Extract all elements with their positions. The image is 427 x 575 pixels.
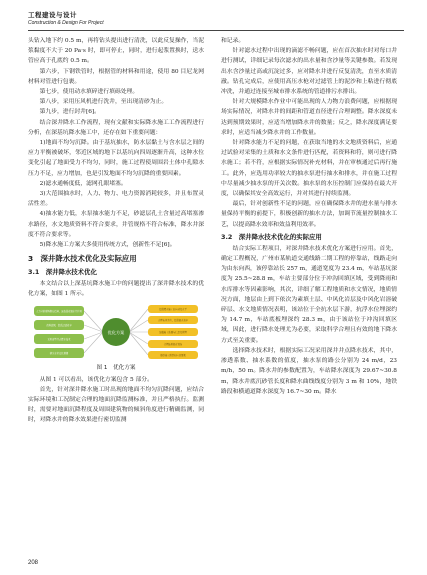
right-box-text: 合理选用抽水设备: [163, 342, 183, 346]
right-box-text: 提高降水施工的自动化水平: [159, 307, 187, 311]
paragraph: 选择降水技术时，根据实际工况采用深井井点降水技术，其中，渗透系数、抽水系数的值度，抽水泵的路公分别为 24 m/d，23 m/h，50 m。降水井的参数配置为，车站降水深度为 29.67~30.8 m，降水井底沉砂管长度和降水曲线线度分别为 3 m 和 10%，地铁路段和横通道降水深度为 16.7~30 m。降水: [221, 347, 397, 395]
paragraph: 结合实际工程项目，对深井降水技术优化方案进行应用。首先，确定工程概况，广州市某轨道交通线路二期工程的停靠站，线路走向为由东向西，该停靠站长 257 m，通道宽度为 23.4 m，车站基坑深度为 25.5~28.8 m，车站主要部分位于冲沟回填区域，受到降雨和水库排水等因素影响，其次，详细了解工程地质和水文情况，地质情况方面，地层由上到下依次为素填土层、中风化岩层及中风化岩溶破碎层、水文地质情况表明，该站位于全抗水层下游，抗浮水位埋深约为 14.7 m，车站底板埋深约 28.3 m，由于该站位于冲沟回填区域，因此，进行降水处理尤为必要，采取科学合理且有效的地下降水方式至关重要。: [221, 245, 397, 344]
subsection-heading: 3.2 深井降水技术优化的实际应用: [221, 232, 322, 241]
optimization-diagram: [28, 303, 204, 361]
paragraph: 和记录。: [221, 38, 245, 44]
paragraph: 1)地面不均匀沉降。由于基坑抽水，防水层黏土与含水层之间的应力平衡被破坏，邻近区域的地下以基坑向四周逐渐升高，这种水位变化引起了地面受力不均匀，同时，施工过程使周围岩土体中孔隙水压力不足，应力增加，也是引发地面不均匀沉降的重要因素。: [28, 140, 204, 177]
left-column: [28, 36, 204, 426]
paragraph: 3)大范围抽水时，人力、物力、电力资源消耗较多，并且布置灵活性差。: [28, 191, 204, 208]
paragraph: 第八步，采用压风机进行洗井，至出现清砂为止。: [39, 99, 168, 106]
left-box-text: 研究水位变化规律: [49, 351, 69, 355]
section-heading: 3 深井降水技术优化及实际应用: [28, 254, 137, 264]
paragraph: 本文结合以上深基坑降水施工中的问题提出了深井降水技术的优化方案，如图 1 所示。: [28, 281, 204, 298]
left-box-text: 改善滤网，提高过滤效率: [46, 323, 72, 327]
paragraph: 从图 1 可以看出，该优化方案包含 5 部分。: [39, 376, 153, 383]
paragraph: 2)滤水通畅度低，滤网孔眼堵塞。: [39, 180, 127, 187]
paragraph: 第七步，使用动水填碎进行填砾处理。: [39, 89, 139, 96]
page-number: 208: [28, 560, 39, 566]
journal-subtitle: Construction & Design For Project: [28, 20, 104, 26]
right-column: [221, 36, 397, 397]
paragraph: 第九步，进行封井[6]。: [39, 109, 100, 116]
paragraph: 首先，针对深井降水施工时出现的地面不均匀沉降问题，应结合实际环境和工况制定合理的地面沉降监测标准，并且严格执行。监测时，需要对地面沉降程度及周围建筑物的倾斜角度进行精确监测，同时，对降水井的降水效果进行密切监测: [28, 386, 204, 424]
subsection-heading: 3.1 深井降水技术优化: [28, 268, 97, 277]
paragraph: 头钻入地下约 0.5 m，再将钻头提出进行清洗，以此反复操作，当泥浆黏度不大于 20 Pa·s 时，即可停止，同时，进行起浆置换时，送水管应高于孔底约 0.5 m。: [28, 38, 204, 65]
paragraph: 4)抽水能力低，水泵抽水能力不足，砂滤层孔土含量过高堵塞渗水路径，水文地质资料不符合要求，井管规格不符合标准，降水井深度不符合要求等。: [28, 211, 204, 238]
paragraph: 结合深井降水工作流程，现有文献和实际降水施工工作流程进行分析，在深基坑降水施工中，还存在如下重要问题：: [28, 119, 204, 136]
center-node-label: 优化方案: [107, 329, 125, 335]
paragraph: 最后，针对创新性不足的问题，应在确保降水井的进水量与排水量保持平衡的前提下，积极创新的抽水方法，加调节流量控制抽水工艺，以提高降水效率和效益利用效率。: [221, 201, 397, 228]
paragraph: 针对降水能力不足的问题，在获取当地的水文地质资料后，应通过试验对采集的土质和水文条件进行匹配，若资料和符，则可进行降水施工；若不符，应根据实际情况补充材料，并在审核通过后再行施工。此外，应选用功率较大的抽水泵进行抽水和排水，并在施工过程中尽量减少抽水泵的开关次数。抽水泵的水压控制门应保持在最大开度，以确保其安全高效运行，并对其进行持续监测。: [221, 140, 397, 198]
right-box-text: 加强施工监测与信息化管理: [159, 330, 187, 334]
paragraph: 针对滤水过程中出现的滴滤不畅问题，应在首次抽水时对每口井进行测试，详细记录每次滤水的出水量和含沙量等关键参数。若发现出水含沙量过高或沉淀过多，应对降水井进行反复清洗，直至水质清澈。钻孔完成后，应使用高压水枪对过滤管上的泥沙和上粘进行彻底冲洗，并通过连接至城市排水系统的管道排污水排出。: [221, 48, 397, 96]
paragraph: 针对大规模降水作业中可能出现的人力物力浪费问题，应根据现场实际情况，对降水井的间距和管道直径进行合理调整。降水深度未达到预期效果时，应适当增加降水井的数量；反之，降水深度满足要求时，应适当减少降水井的工作数量。: [221, 99, 397, 136]
left-box-text: 大力分析现场勘察资料，选取高效抽水井位置: [36, 309, 82, 313]
right-box-text: 做好施工组织和应急预案: [160, 353, 186, 357]
right-box-text: 合理布置井位，提高抽水效率: [158, 318, 188, 322]
left-box-text: 采用新型井点降水技术: [47, 337, 71, 341]
journal-title: 工程建设与设计: [28, 11, 77, 19]
paragraph: 5)降水施工方案大多使用传统方式，创新性不足[6]。: [39, 242, 176, 249]
paragraph: 第六步，下钢铁管时，根据管的材料和用途，使用 80 目尼龙网材料对管进行包裹。: [28, 68, 204, 85]
header-divider: [28, 30, 404, 31]
journal-header: [28, 10, 408, 26]
figure-caption: 图 1 优化方案: [96, 364, 136, 371]
